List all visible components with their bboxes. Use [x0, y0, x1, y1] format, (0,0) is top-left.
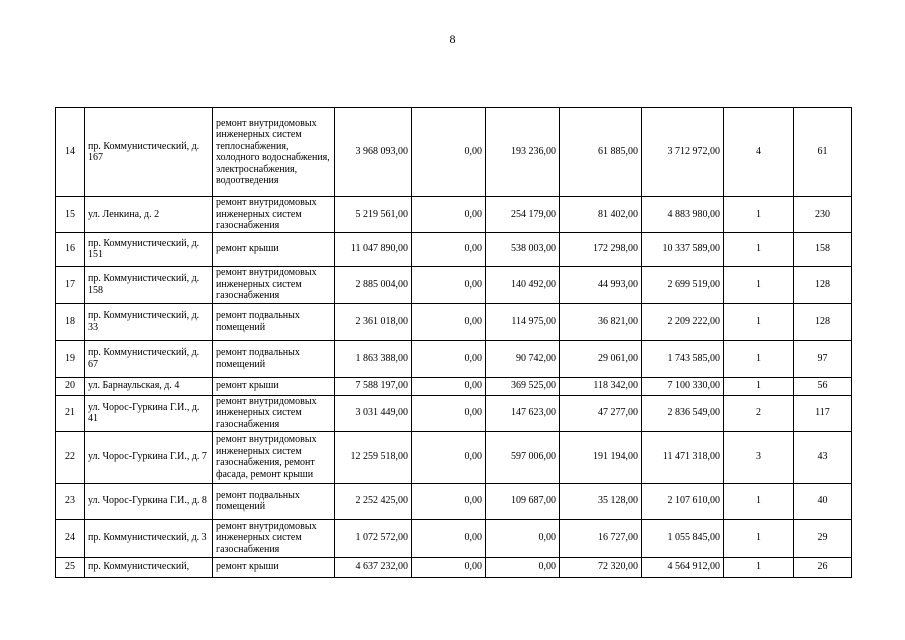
owners-funds-cell: 3 712 972,00	[642, 108, 724, 197]
local-budget-cell: 191 194,00	[560, 431, 642, 483]
apartments-cell: 128	[794, 266, 852, 303]
budget-cell: 538 003,00	[486, 232, 560, 266]
budget-cell: 254 179,00	[486, 197, 560, 233]
table-row	[56, 232, 852, 266]
budget-cell: 369 525,00	[486, 377, 560, 395]
table-row	[56, 377, 852, 395]
total-cost-cell: 2 361 018,00	[335, 303, 412, 340]
fund-cell: 0,00	[412, 108, 486, 197]
address-cell: пр. Коммунистический, д. 3	[85, 519, 213, 557]
work-count-cell: 3	[724, 431, 794, 483]
budget-cell: 0,00	[486, 519, 560, 557]
table-row	[56, 483, 852, 519]
local-budget-cell: 44 993,00	[560, 266, 642, 303]
address-cell: ул. Барнаульская, д. 4	[85, 377, 213, 395]
fund-cell: 0,00	[412, 395, 486, 431]
fund-cell: 0,00	[412, 377, 486, 395]
apartments-cell: 29	[794, 519, 852, 557]
local-budget-cell: 36 821,00	[560, 303, 642, 340]
work-count-cell: 1	[724, 232, 794, 266]
row-number: 17	[56, 266, 85, 303]
total-cost-cell: 2 252 425,00	[335, 483, 412, 519]
work-count-cell: 1	[724, 377, 794, 395]
owners-funds-cell: 2 209 222,00	[642, 303, 724, 340]
work-count-cell: 1	[724, 340, 794, 377]
table-row	[56, 108, 852, 197]
fund-cell: 0,00	[412, 483, 486, 519]
budget-cell: 0,00	[486, 557, 560, 577]
total-cost-cell: 7 588 197,00	[335, 377, 412, 395]
apartments-cell: 43	[794, 431, 852, 483]
fund-cell: 0,00	[412, 431, 486, 483]
apartments-cell: 117	[794, 395, 852, 431]
row-number: 16	[56, 232, 85, 266]
work-type-cell: ремонт крыши	[213, 232, 335, 266]
local-budget-cell: 72 320,00	[560, 557, 642, 577]
work-type-cell: ремонт внутридомовых инженерных систем теплоснабжения, холодного водоснабжения, электроснабжения, водоотведения	[213, 108, 335, 197]
owners-funds-cell: 10 337 589,00	[642, 232, 724, 266]
local-budget-cell: 47 277,00	[560, 395, 642, 431]
local-budget-cell: 35 128,00	[560, 483, 642, 519]
work-type-cell: ремонт внутридомовых инженерных систем газоснабжения	[213, 519, 335, 557]
local-budget-cell: 16 727,00	[560, 519, 642, 557]
budget-cell: 114 975,00	[486, 303, 560, 340]
row-number: 18	[56, 303, 85, 340]
work-type-cell: ремонт крыши	[213, 377, 335, 395]
address-cell: пр. Коммунистический,	[85, 557, 213, 577]
fund-cell: 0,00	[412, 303, 486, 340]
total-cost-cell: 3 031 449,00	[335, 395, 412, 431]
owners-funds-cell: 1 055 845,00	[642, 519, 724, 557]
work-count-cell: 1	[724, 483, 794, 519]
fund-cell: 0,00	[412, 519, 486, 557]
budget-cell: 147 623,00	[486, 395, 560, 431]
table-row	[56, 557, 852, 577]
owners-funds-cell: 11 471 318,00	[642, 431, 724, 483]
budget-cell: 90 742,00	[486, 340, 560, 377]
total-cost-cell: 2 885 004,00	[335, 266, 412, 303]
local-budget-cell: 29 061,00	[560, 340, 642, 377]
total-cost-cell: 11 047 890,00	[335, 232, 412, 266]
address-cell: пр. Коммунистический, д. 167	[85, 108, 213, 197]
total-cost-cell: 1 863 388,00	[335, 340, 412, 377]
owners-funds-cell: 1 743 585,00	[642, 340, 724, 377]
owners-funds-cell: 2 107 610,00	[642, 483, 724, 519]
work-type-cell: ремонт внутридомовых инженерных систем газоснабжения	[213, 395, 335, 431]
local-budget-cell: 118 342,00	[560, 377, 642, 395]
work-type-cell: ремонт подвальных помещений	[213, 483, 335, 519]
total-cost-cell: 5 219 561,00	[335, 197, 412, 233]
apartments-cell: 230	[794, 197, 852, 233]
page-number: 8	[449, 32, 456, 46]
address-cell: ул. Чорос-Гуркина Г.И., д. 7	[85, 431, 213, 483]
row-number: 14	[56, 108, 85, 197]
apartments-cell: 97	[794, 340, 852, 377]
address-cell: ул. Чорос-Гуркина Г.И., д. 41	[85, 395, 213, 431]
owners-funds-cell: 4 564 912,00	[642, 557, 724, 577]
address-cell: пр. Коммунистический, д. 33	[85, 303, 213, 340]
table-row	[56, 266, 852, 303]
owners-funds-cell: 2 836 549,00	[642, 395, 724, 431]
work-type-cell: ремонт внутридомовых инженерных систем газоснабжения	[213, 266, 335, 303]
row-number: 20	[56, 377, 85, 395]
budget-cell: 109 687,00	[486, 483, 560, 519]
address-cell: пр. Коммунистический, д. 158	[85, 266, 213, 303]
work-count-cell: 2	[724, 395, 794, 431]
fund-cell: 0,00	[412, 232, 486, 266]
total-cost-cell: 4 637 232,00	[335, 557, 412, 577]
table-row	[56, 340, 852, 377]
work-count-cell: 1	[724, 303, 794, 340]
apartments-cell: 26	[794, 557, 852, 577]
local-budget-cell: 172 298,00	[560, 232, 642, 266]
apartments-cell: 56	[794, 377, 852, 395]
row-number: 15	[56, 197, 85, 233]
apartments-cell: 158	[794, 232, 852, 266]
apartments-cell: 128	[794, 303, 852, 340]
work-count-cell: 1	[724, 519, 794, 557]
local-budget-cell: 81 402,00	[560, 197, 642, 233]
row-number: 19	[56, 340, 85, 377]
budget-cell: 140 492,00	[486, 266, 560, 303]
owners-funds-cell: 2 699 519,00	[642, 266, 724, 303]
apartments-cell: 40	[794, 483, 852, 519]
row-number: 21	[56, 395, 85, 431]
work-count-cell: 4	[724, 108, 794, 197]
table-row	[56, 395, 852, 431]
table-row	[56, 519, 852, 557]
work-count-cell: 1	[724, 197, 794, 233]
work-count-cell: 1	[724, 266, 794, 303]
row-number: 22	[56, 431, 85, 483]
work-type-cell: ремонт внутридомовых инженерных систем газоснабжения, ремонт фасада, ремонт крыши	[213, 431, 335, 483]
work-type-cell: ремонт внутридомовых инженерных систем газоснабжения	[213, 197, 335, 233]
work-type-cell: ремонт подвальных помещений	[213, 340, 335, 377]
budget-cell: 193 236,00	[486, 108, 560, 197]
address-cell: пр. Коммунистический, д. 151	[85, 232, 213, 266]
fund-cell: 0,00	[412, 197, 486, 233]
table-row	[56, 431, 852, 483]
address-cell: пр. Коммунистический, д. 67	[85, 340, 213, 377]
fund-cell: 0,00	[412, 340, 486, 377]
row-number: 25	[56, 557, 85, 577]
total-cost-cell: 3 968 093,00	[335, 108, 412, 197]
apartments-cell: 61	[794, 108, 852, 197]
owners-funds-cell: 4 883 980,00	[642, 197, 724, 233]
table-row	[56, 303, 852, 340]
address-cell: ул. Ленкина, д. 2	[85, 197, 213, 233]
work-type-cell: ремонт подвальных помещений	[213, 303, 335, 340]
budget-cell: 597 006,00	[486, 431, 560, 483]
work-count-cell: 1	[724, 557, 794, 577]
total-cost-cell: 1 072 572,00	[335, 519, 412, 557]
repair-table	[55, 107, 852, 578]
owners-funds-cell: 7 100 330,00	[642, 377, 724, 395]
total-cost-cell: 12 259 518,00	[335, 431, 412, 483]
row-number: 24	[56, 519, 85, 557]
fund-cell: 0,00	[412, 266, 486, 303]
row-number: 23	[56, 483, 85, 519]
address-cell: ул. Чорос-Гуркина Г.И., д. 8	[85, 483, 213, 519]
local-budget-cell: 61 885,00	[560, 108, 642, 197]
fund-cell: 0,00	[412, 557, 486, 577]
work-type-cell: ремонт крыши	[213, 557, 335, 577]
table-row	[56, 197, 852, 233]
